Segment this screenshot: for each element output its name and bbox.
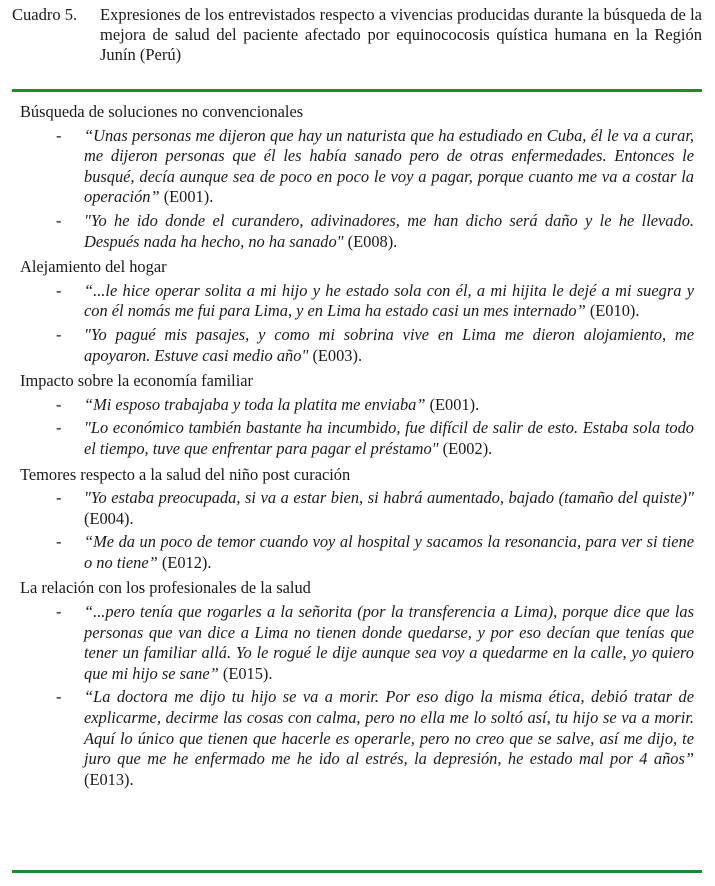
dash-bullet: - [56, 210, 62, 230]
quote-text: “...le hice operar solita a mi hijo y he estado sola con él, a mi hijita le dejé a mi suegra y con él nomás me fui para Lima, y en Lima ha estado casi un mes internado” [84, 280, 694, 321]
dash-bullet: - [56, 418, 62, 438]
quote-item [56, 210, 694, 252]
quote-text: "Yo pagué mis pasajes, y como mi sobrina vive en Lima me dieron alojamiento, me apoyaron. Estuve casi medio año" [84, 324, 694, 365]
section-title: La relación con los profesionales de la salud [20, 578, 311, 598]
bottom-rule [12, 870, 702, 873]
quote-text: “...pero tenía que rogarles a la señorita (por la transferencia a Lima), porque dice que las personas que van dice a Lima no tienen donde quedarse, y por eso decían que tenías que tener un familiar allá. Yo le rogué le dije aunque sea voy a quedarme en la calle, yo quiero que mi hijo se sane” [84, 602, 694, 683]
dash-bullet: - [56, 488, 62, 508]
top-rule [12, 89, 702, 92]
interviewee-code: (E008). [347, 231, 398, 251]
quote-text: “La doctora me dijo tu hijo se va a morir. Por eso digo la misma ética, debió tratar de explicarme, decirme las cosas con calma, pero no ella me lo soltó así, tu hijo se va a morir. Aquí lo único que tienen que hacerle es operarle, pero no creo que se salve, así me dijo, te juro que me he enfermado me he ido al estrés, la depresión, he estado mal por 4 años” [84, 687, 694, 769]
dash-bullet: - [56, 394, 62, 414]
interviewee-code: (E002). [442, 438, 493, 458]
table-caption [12, 5, 702, 65]
interviewee-code: (E013). [84, 769, 134, 789]
interviewee-code: (E003). [312, 345, 363, 365]
quote-item [56, 488, 694, 529]
section-title: Búsqueda de soluciones no convencionales [20, 102, 304, 121]
interviewee-code: (E012). [161, 552, 212, 572]
interviewee-code: (E001). [429, 394, 480, 414]
section-title: Alejamiento del hogar [20, 257, 167, 277]
section-relacion [12, 576, 702, 790]
dash-bullet: - [56, 602, 62, 622]
quote-item [56, 418, 694, 459]
dash-bullet: - [56, 532, 62, 552]
quote-item [56, 602, 694, 684]
dash-bullet: - [56, 125, 62, 145]
section-title: Impacto sobre la economía familiar [20, 371, 254, 391]
dash-bullet: - [56, 687, 62, 707]
caption-label: Cuadro 5. [12, 5, 78, 24]
table-body [12, 100, 702, 793]
quote-item [56, 532, 694, 573]
interviewee-code: (E010). [589, 301, 640, 321]
section-temores [12, 463, 702, 574]
section-economia [12, 369, 702, 459]
quote-text: “Unas personas me dijeron que hay un naturista que ha estudiado en Cuba, él le va a curar, me dijeron personas que él les había sanado pero de otras enfermedades. Entonces le busqué, decía aunque sea de poco en poco le voy a pagar, porque cuanto me va a costar la operación” [84, 125, 694, 207]
section-busqueda [12, 100, 702, 252]
quote-text: "Yo estaba preocupada, si va a estar bien, si habrá aumentado, bajado (tamaño del quiste)" [84, 488, 694, 508]
dash-bullet: - [56, 280, 62, 300]
quote-item [56, 280, 694, 322]
quote-item [56, 687, 694, 790]
caption-text: Expresiones de los entrevistados respecto a vivencias producidas durante la búsqueda de la mejora de salud del paciente afectado por equinococosis quística humana en la Región Junín (Perú) [100, 5, 702, 64]
interviewee-code: (E015). [222, 663, 273, 683]
quote-text: "Yo he ido donde el curandero, adivinadores, me han dicho será daño y le he llevado. Después nada ha hecho, no ha sanado" [84, 210, 694, 251]
quote-text: “Mi esposo trabajaba y toda la platita me enviaba” [84, 394, 426, 414]
interviewee-code: (E001). [163, 187, 214, 207]
quote-item [56, 394, 694, 416]
section-title: Temores respecto a la salud del niño post curación [20, 464, 351, 484]
interviewee-code: (E004). [84, 508, 134, 528]
section-alejamiento [12, 255, 702, 366]
quote-item [56, 324, 694, 366]
dash-bullet: - [56, 324, 62, 344]
quote-text: "Lo económico también bastante ha incumbido, fue difícil de salir de esto. Estaba sola todo el tiempo, tuve que enfrentar para pagar el préstamo" [84, 418, 694, 458]
quote-item [56, 125, 694, 208]
quote-text: “Me da un poco de temor cuando voy al hospital y sacamos la resonancia, para ver si tiene o no tiene” [84, 532, 694, 572]
